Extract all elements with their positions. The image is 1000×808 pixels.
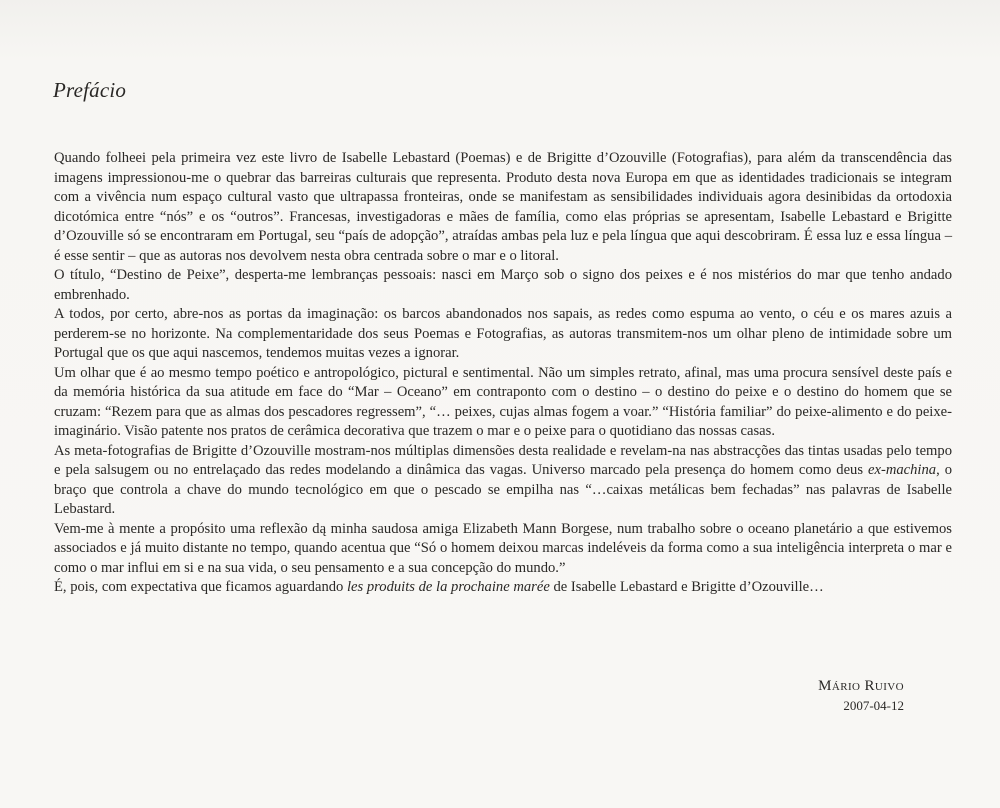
signature-block <box>818 676 904 716</box>
author-name: Mário Ruivo <box>818 678 904 694</box>
paragraph-7-text-end: de Isabelle Lebastard e Brigitte d’Ozouville… <box>549 579 824 595</box>
paragraph-5-text-start: As meta-fotografias de Brigitte d’Ozouville mostram-nos múltiplas dimensões desta realidade e revelam-na nas abstracções das tintas usadas pelo tempo e pela salsugem ou no entrelaçado das redes modelando a dinâmica das vagas. Universo marcado pela presença do homem como deus <box>54 442 952 478</box>
paragraph-1: Quando folheei pela primeira vez este livro de Isabelle Lebastard (Poemas) e de Brigitte d’Ozouville (Fotografias), para além da transcendência das imagens impressionou-me o quebrar das barreiras culturais que representa. Produto desta nova Europa em que as identidades tradicionais se integram com a vivência num espaço cultural vasto que ultrapassa fronteiras, onde se manifestam as sensibilidades individuais agora desinibidas da ortodoxia dicotómica entre “nós” e os “outros”. Francesas, investigadoras e mães de família, como elas próprias se apresentam, Isabelle Lebastard e Brigitte d’Ozouville só se encontraram em Portugal, seu “país de adopção”, atraídas ambas pela luz e pela língua que aqui descobriram. É essa luz e essa língua – é esse sentir – que as autoras nos devolvem nesta obra centrada sobre o mar e o litoral. <box>54 150 952 264</box>
page-title: Prefácio <box>53 78 127 102</box>
paragraph-5-text-end: , o braço que controla a chave do mundo tecnológico em que o pescado se empilha nas “…caixas metálicas bem fechadas” nas palavras de Isabelle Lebastard. <box>54 462 952 517</box>
paragraph-7-text-start: É, pois, com expectativa que ficamos aguardando <box>54 579 347 595</box>
preface-body <box>54 149 952 598</box>
paragraph-4: Um olhar que é ao mesmo tempo poético e antropológico, pictural e sentimental. Não um simples retrato, afinal, mas uma procura sensível deste país e da memória histórica da sua atitude em face do “Mar – Oceano” em contraponto com o destino – o destino do peixe e o destino do homem que se cruzam: “Rezem para que as almas dos pescadores regressem”, “… peixes, cujas almas fogem a voar.” “História familiar” do peixe-alimento e do peixe-imaginário. Visão patente nos pratos de cerâmica decorativa que trazem o mar e o peixe para o quotidiano das nossas casas. <box>54 364 952 439</box>
paragraph-7 <box>54 578 952 598</box>
paragraph-3: A todos, por certo, abre-nos as portas da imaginação: os barcos abandonados nos sapais, as redes como espuma ao vento, o céu e os mares azuis a perderem-se no horizonte. Na complementaridade dos seus Poemas e Fotografias, as autoras transmitem-nos um olhar pleno de intimidade sobre um Portugal que os que aqui nascemos, tendemos muitas vezes a ignorar. <box>54 306 952 361</box>
signature-date: 2007-04-12 <box>843 698 904 713</box>
paragraph-2: O título, “Destino de Peixe”, desperta-me lembranças pessoais: nasci em Março sob o signo dos peixes e é nos mistérios do mar que tenho andado embrenhado. <box>54 267 952 303</box>
paragraph-5-italic-term: ex-machina <box>868 462 937 478</box>
paragraph-5 <box>54 442 952 520</box>
paragraph-7-italic-title: les produits de la prochaine marée <box>347 579 550 595</box>
paragraph-6: Vem-me à mente a propósito uma reflexão dą minha saudosa amiga Elizabeth Mann Borgese, num trabalho sobre o oceano planetário a que estivemos associados e já muito distante no tempo, quando acentua que “Só o homem deixou marcas indeléveis da forma como a sua inteligência interpreta o mar e como o mar influi em si e na sua vida, o seu pensamento e a sua concepção do mundo.” <box>54 520 952 576</box>
